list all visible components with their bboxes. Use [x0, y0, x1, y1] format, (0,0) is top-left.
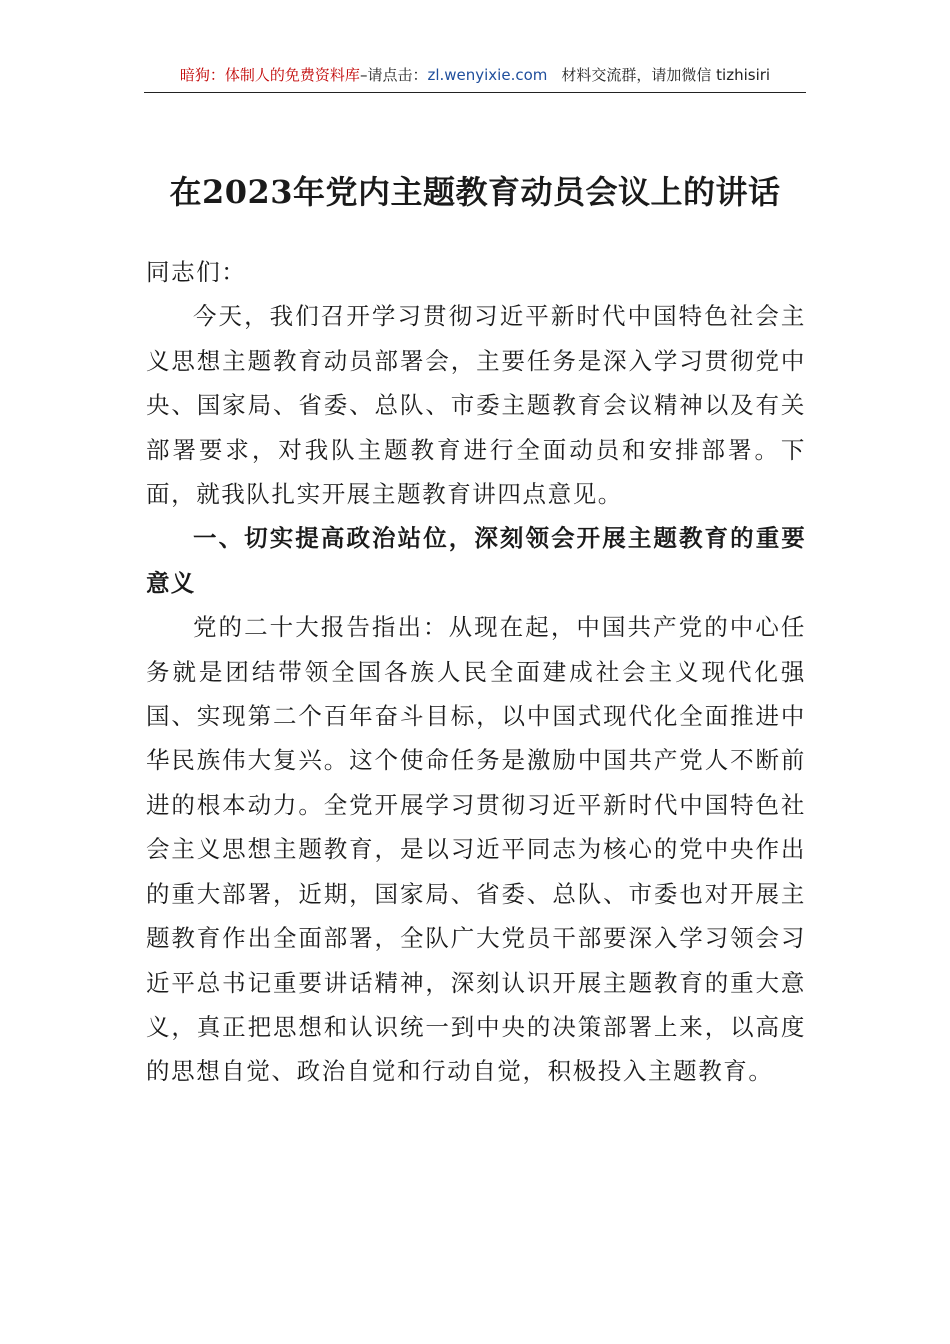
header-url-link[interactable]: zl.wenyixie.com	[427, 66, 548, 84]
header-prompt: –请点击：	[359, 66, 428, 84]
document-title: 在2023年党内主题教育动员会议上的讲话	[169, 173, 781, 211]
intro-paragraph: 今天，我们召开学习贯彻习近平新时代中国特色社会主义思想主题教育动员部署会，主要任务是深入学习贯彻党中央、国家局、省委、总队、市委主题教育会议精神以及有关部署要求，对我队主题教育进行全面动员和安排部署。下面，就我队扎实开展主题教育讲四点意见。	[146, 302, 806, 509]
document-body	[146, 250, 806, 1094]
section-1-heading: 一、切实提高政治站位，深刻领会开展主题教育的重要意义	[146, 524, 806, 597]
section-1-paragraph: 党的二十大报告指出：从现在起，中国共产党的中心任务就是团结带领全国各族人民全面建成社会主义现代化强国、实现第二个百年奋斗目标，以中国式现代化全面推进中华民族伟大复兴。这个使命任务是激励中国共产党人不断前进的根本动力。全党开展学习贯彻习近平新时代中国特色社会主义思想主题教育，是以习近平同志为核心的党中央作出的重大部署，近期，国家局、省委、总队、市委也对开展主题教育作出全面部署，全队广大党员干部要深入学习领会习近平总书记重要讲话精神，深刻认识开展主题教育的重大意义，真正把思想和认识统一到中央的决策部署上来，以高度的思想自觉、政治自觉和行动自觉，积极投入主题教育。	[146, 613, 806, 1086]
header-contact: 材料交流群，请加微信 tizhisiri	[561, 66, 771, 84]
header-brand: 暗狗：体制人的免费资料库	[179, 66, 360, 84]
greeting: 同志们：	[146, 258, 247, 286]
page-header	[144, 62, 806, 93]
